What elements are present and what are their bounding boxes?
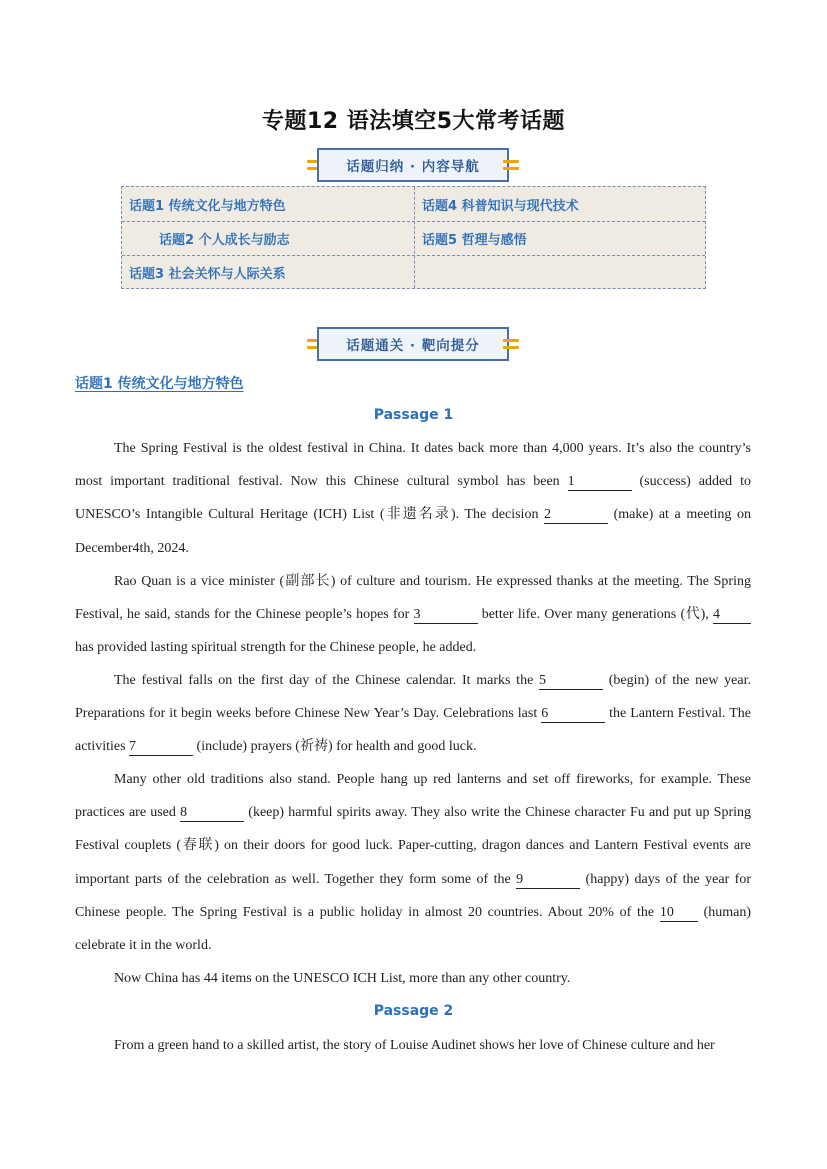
toc-topic-4[interactable]: 话题4 科普知识与现代技术	[422, 198, 579, 214]
passage-1-title: Passage 1	[373, 407, 454, 423]
passage-1-paragraph-4: Many other old traditions also stand. People hang up red lanterns and set off fireworks, for example. These practices are used 8 (keep) harmful spirits away. They also write the Chinese character Fu and put up Spring Festival couplets (春联) on their doors for good luck. Paper-cutting, dragon dances and Lantern Festival events are important parts of the celebration as well. Together they form some of the 9 (happy) days of the year for Chinese people. The Spring Festival is a public holiday in almost 20 countries. About 20% of the 10 (human) celebrate it in the world.	[75, 772, 751, 954]
answer-blank-9[interactable]: 9	[516, 871, 580, 889]
answer-blank-10[interactable]: 10	[660, 904, 698, 922]
answer-blank-4[interactable]: 4	[713, 606, 751, 624]
toc-topic-3[interactable]: 话题3 社会关怀与人际关系	[129, 266, 286, 282]
decoration-icon	[503, 336, 519, 352]
answer-blank-6[interactable]: 6	[541, 705, 605, 723]
toc-topic-5[interactable]: 话题5 哲理与感悟	[422, 232, 527, 248]
section-heading[interactable]: 话题1 传统文化与地方特色	[75, 376, 244, 392]
answer-blank-1[interactable]: 1	[568, 473, 632, 491]
answer-blank-2[interactable]: 2	[544, 506, 608, 524]
decoration-icon	[503, 157, 519, 173]
topic-table	[121, 186, 706, 289]
passage-1-paragraph-3: The festival falls on the first day of the Chinese calendar. It marks the 5 (begin) of the new year. Preparations for it begin weeks before Chinese New Year’s Day. Celebrations last 6 the Lantern Festival. The activities 7 (include) prayers (祈祷) for health and good luck.	[75, 673, 751, 755]
passage-2-title: Passage 2	[373, 1003, 454, 1019]
passage-1-paragraph-5: Now China has 44 items on the UNESCO ICH List, more than any other country.	[114, 971, 571, 986]
banner-topic-practice	[307, 327, 519, 361]
answer-blank-3[interactable]: 3	[414, 606, 478, 624]
toc-topic-1[interactable]: 话题1 传统文化与地方特色	[129, 198, 286, 214]
passage-1-paragraph-2: Rao Quan is a vice minister (副部长) of culture and tourism. He expressed thanks at the meeting. The Spring Festival, he said, stands for the Chinese people’s hopes for 3 better life. Over many generations (代), 4 has provided lasting spiritual strength for the Chinese people, he added.	[75, 574, 751, 656]
banner-label: 话题通关 · 靶向提分	[317, 327, 509, 361]
answer-blank-5[interactable]: 5	[539, 672, 603, 690]
banner-label: 话题归纳 · 内容导航	[317, 148, 509, 182]
document-title: 专题12 语法填空5大常考话题	[261, 109, 566, 134]
passage-2-paragraph-1: From a green hand to a skilled artist, the story of Louise Audinet shows her love of Chinese culture and her	[114, 1038, 715, 1053]
passage-1-paragraph-1: The Spring Festival is the oldest festival in China. It dates back more than 4,000 years. It’s also the country’s most important traditional festival. Now this Chinese cultural symbol has been 1 (success) added to UNESCO’s Intangible Cultural Heritage (ICH) List (非遗名录). The decision 2 (make) at a meeting on December4th, 2024.	[75, 441, 751, 556]
banner-topic-navigation	[307, 148, 519, 182]
answer-blank-7[interactable]: 7	[129, 738, 193, 756]
toc-topic-2[interactable]: 话题2 个人成长与励志	[159, 232, 290, 248]
answer-blank-8[interactable]: 8	[180, 804, 244, 822]
